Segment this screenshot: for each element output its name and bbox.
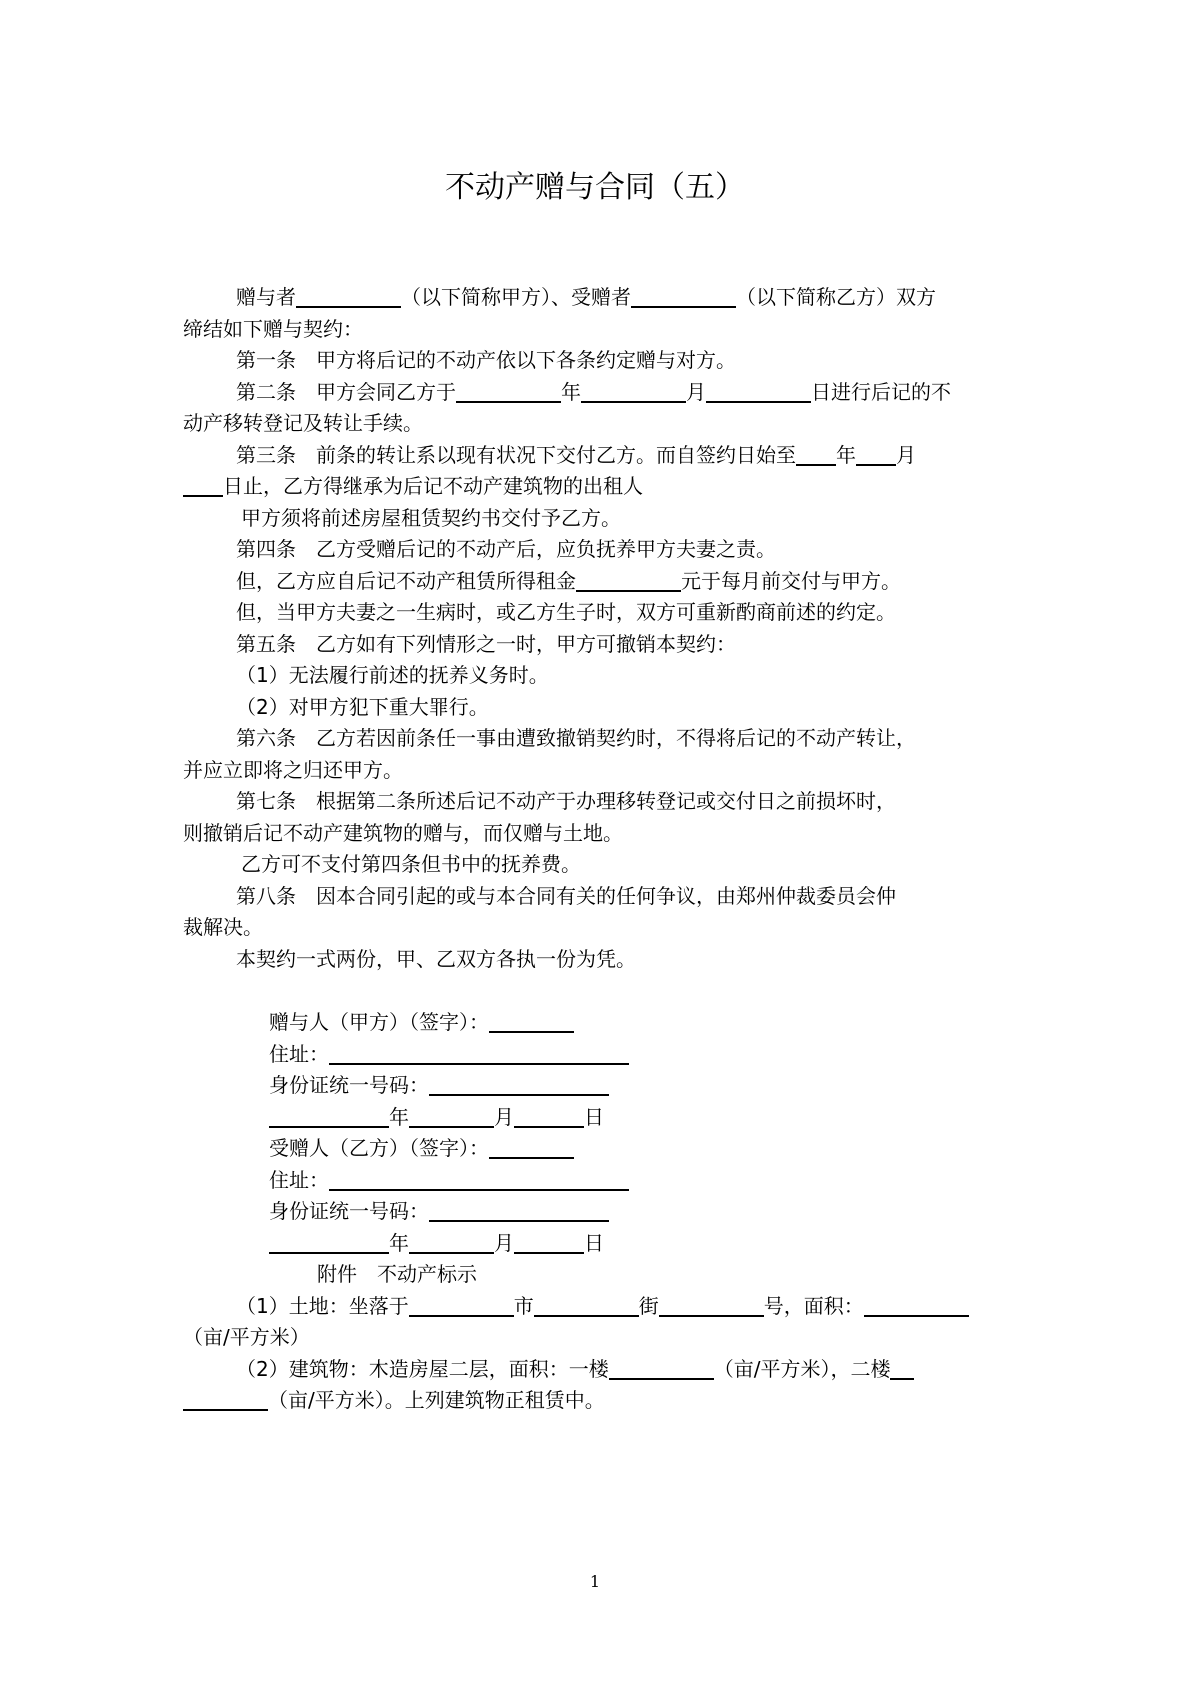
blank-floor1-area[interactable] [609, 1354, 714, 1380]
article-5-item-1: （1）无法履行前述的抚养义务时。 [236, 663, 549, 687]
blank-floor2-area[interactable] [183, 1385, 268, 1411]
article-3 [183, 440, 1025, 472]
floor2-label: （亩/平方米），二楼 [713, 1356, 891, 1381]
blank-art2-month[interactable] [581, 377, 686, 403]
blank-donor-signature[interactable] [489, 1007, 574, 1033]
blank-donor-day[interactable] [514, 1102, 584, 1128]
donee-address-label: 住址： [269, 1167, 329, 1192]
blank-donee-signature[interactable] [489, 1133, 574, 1159]
opening-paragraph-cont: 缔结如下赠与契约： [183, 316, 363, 341]
street-label: 街 [638, 1293, 659, 1318]
article-2-text: 第二条 甲方会同乙方于 [236, 379, 456, 404]
donor-signature-line [183, 1007, 1025, 1039]
contract-body [183, 282, 1025, 1417]
year-label: 年 [389, 1104, 409, 1129]
article-5-item-2: （2）对甲方犯下重大罪行。 [236, 694, 489, 719]
annex-building-cont [183, 1385, 1025, 1417]
article-6: 第六条 乙方若因前条任一事由遭致撤销契约时，不得将后记的不动产转让， [236, 726, 916, 750]
blank-land-street[interactable] [534, 1291, 639, 1317]
blank-art2-day[interactable] [706, 377, 811, 403]
donor-date-line [183, 1102, 1025, 1134]
blank-art3-day[interactable] [183, 471, 223, 497]
donee-label: （以下简称甲方）、受赠者 [401, 285, 631, 309]
month-label: 月 [494, 1104, 514, 1129]
year-label: 年 [561, 379, 581, 404]
blank-donee-address[interactable] [329, 1165, 629, 1191]
article-3-tail: 日止，乙方得继承为后记不动产建筑物的出租人 [223, 474, 643, 498]
article-2-cont: 动产移转登记及转让手续。 [183, 411, 423, 435]
donor-id-label: 身份证统一号码： [269, 1073, 429, 1097]
annex-title: 附件 不动产标示 [317, 1262, 477, 1286]
blank-art3-month[interactable] [856, 440, 896, 466]
article-7-proviso: 乙方可不支付第四条但书中的抚养费。 [241, 852, 581, 876]
donor-address-line [183, 1039, 1025, 1071]
article-3-lease: 甲方须将前述房屋租赁契约书交付予乙方。 [241, 505, 621, 530]
article-2 [183, 377, 1025, 409]
blank-donor-year[interactable] [269, 1102, 389, 1128]
article-3-text: 第三条 前条的转让系以现有状况下交付乙方。而自签约日始至 [236, 442, 796, 467]
article-2-tail: 日进行后记的不 [811, 379, 951, 404]
article-7: 第七条 根据第二条所述后记不动产于办理移转登记或交付日之前损坏时， [236, 789, 896, 813]
day-label: 日 [584, 1230, 604, 1255]
donee-id-line [183, 1196, 1025, 1228]
annex-land-cont: （亩/平方米） [183, 1325, 310, 1349]
blank-donor-name[interactable] [296, 282, 401, 308]
annex-land [183, 1291, 1025, 1323]
day-label: 日 [584, 1104, 604, 1129]
annex-building-label: （2）建筑物：木造房屋二层，面积：一楼 [236, 1356, 609, 1381]
blank-donee-year[interactable] [269, 1228, 389, 1254]
blank-donee-name[interactable] [631, 282, 736, 308]
blank-land-number[interactable] [659, 1291, 764, 1317]
annex-building-tail: （亩/平方米）。上列建筑物正租赁中。 [268, 1388, 605, 1412]
article-4-rent [183, 566, 1025, 598]
donee-signature-line [183, 1133, 1025, 1165]
article-3-cont [183, 471, 1025, 503]
donee-signature-label: 受赠人（乙方）（签字）： [269, 1136, 489, 1160]
blank-land-city[interactable] [409, 1291, 514, 1317]
article-8-cont: 裁解决。 [183, 915, 263, 939]
blank-land-area[interactable] [864, 1291, 969, 1317]
annex-building [183, 1354, 1025, 1386]
article-8: 第八条 因本合同引起的或与本合同有关的任何争议，由郑州仲裁委员会仲 [236, 883, 896, 908]
donor-label: 赠与者 [236, 285, 296, 309]
article-4-proviso: 但，当甲方夫妻之一生病时，或乙方生子时，双方可重新酌商前述的约定。 [236, 600, 896, 624]
donor-address-label: 住址： [269, 1041, 329, 1066]
month-label: 月 [494, 1230, 514, 1255]
blank-art2-year[interactable] [456, 377, 561, 403]
year-label: 年 [836, 442, 856, 467]
blank-donor-id[interactable] [429, 1070, 609, 1096]
blank-donee-month[interactable] [409, 1228, 494, 1254]
opening-tail: （以下简称乙方）双方 [736, 285, 936, 309]
article-5: 第五条 乙方如有下列情形之一时，甲方可撤销本契约： [236, 631, 736, 656]
blank-donor-address[interactable] [329, 1039, 629, 1065]
month-label: 月 [896, 442, 916, 467]
article-4-rent-text: 但，乙方应自后记不动产租赁所得租金 [236, 568, 576, 593]
number-area-label: 号，面积： [763, 1293, 864, 1318]
month-label: 月 [686, 379, 706, 404]
article-4: 第四条 乙方受赠后记的不动产后，应负抚养甲方夫妻之责。 [236, 537, 776, 561]
blank-art3-year[interactable] [796, 440, 836, 466]
donee-id-label: 身份证统一号码： [269, 1199, 429, 1223]
article-7-cont: 则撤销后记不动产建筑物的赠与，而仅赠与土地。 [183, 820, 623, 845]
annex-land-label: （1）土地：坐落于 [236, 1293, 409, 1318]
donor-signature-label: 赠与人（甲方）（签字）： [269, 1010, 489, 1034]
blank-donee-id[interactable] [429, 1196, 609, 1222]
document-title: 不动产赠与合同（五） [445, 170, 745, 205]
spacer [183, 975, 1025, 1007]
article-4-rent-tail: 元于每月前交付与甲方。 [681, 568, 901, 593]
blank-donor-month[interactable] [409, 1102, 494, 1128]
page-number: 1 [589, 1572, 601, 1591]
city-label: 市 [513, 1293, 534, 1318]
article-1: 第一条 甲方将后记的不动产依以下各条约定赠与对方。 [236, 348, 736, 372]
donor-id-line [183, 1070, 1025, 1102]
donee-address-line [183, 1165, 1025, 1197]
donee-date-line [183, 1228, 1025, 1260]
year-label: 年 [389, 1230, 409, 1255]
opening-paragraph [183, 282, 1025, 314]
blank-rent-amount[interactable] [576, 566, 681, 592]
article-6-cont: 并应立即将之归还甲方。 [183, 757, 403, 782]
blank-donee-day[interactable] [514, 1228, 584, 1254]
blank-floor2-area-start[interactable] [890, 1354, 914, 1380]
copies-clause: 本契约一式两份，甲、乙双方各执一份为凭。 [236, 946, 636, 971]
